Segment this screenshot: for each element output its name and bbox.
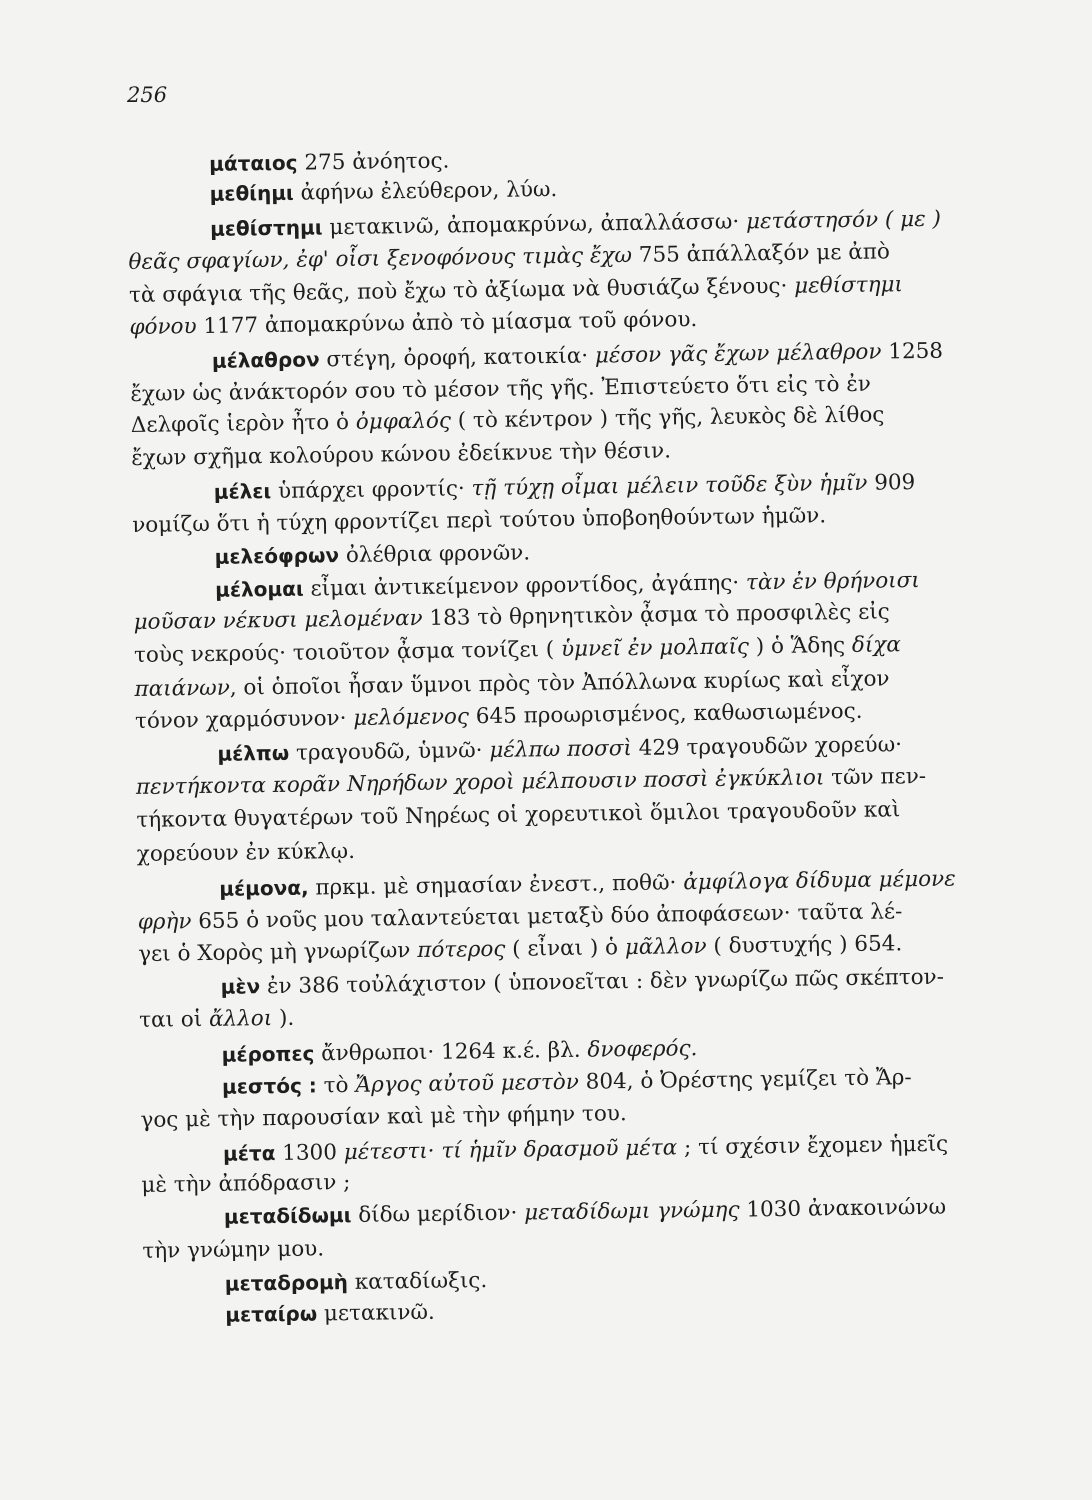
definition-text: μετακινῶ. — [316, 1299, 435, 1327]
headword: μεθίστημι — [209, 215, 323, 241]
quotation-text: μέσον γᾶς ἔχων μέλαθρον — [594, 339, 882, 369]
definition-text: δίδω μερίδιον· — [351, 1200, 525, 1228]
definition-text: γει ὁ Χορὸς μὴ γνωρίζων — [138, 938, 418, 967]
definition-text: 1300 — [275, 1140, 344, 1167]
glossary-line — [139, 1004, 295, 1036]
quotation-text: παιάνων — [134, 675, 230, 702]
definition-text: τὰ σφάγια τῆς θεᾶς, ποὺ ἔχω τὸ ἀξίωμα νὰ θυσιάζω ξένους· — [128, 273, 795, 308]
quotation-text: ἄλλοι — [208, 1006, 273, 1032]
quotation-text: τὰν ἐν θρήνοισι — [745, 567, 920, 596]
glossary-line — [140, 1099, 627, 1136]
headword: μέλπω — [217, 740, 290, 766]
headword: μέλομαι — [214, 576, 304, 602]
headword: μεθίημι — [209, 180, 294, 206]
headword: μεταίρω — [225, 1301, 318, 1327]
headword: μέλει — [213, 479, 272, 504]
glossary-line — [225, 1297, 435, 1331]
definition-text: ἐν 386 τοὐλάχιστον ( ὑπονοεῖται : δὲν γνωρίζω πῶς σκέπτον- — [260, 964, 945, 1000]
definition-text: νομίζω ὅτι ἡ τύχη φροντίζει περὶ τούτου ὑποβοηθούντων ἡμῶν. — [132, 503, 827, 538]
quotation-text: μελόμενος — [353, 704, 470, 731]
quotation-text: πεντήκοντα κορᾶν Νηρήδων χοροὶ μέλπουσιν ποσσὶ ἐγκύκλιοι — [135, 765, 825, 800]
headword: μεστός : — [221, 1073, 317, 1099]
definition-text: καταδίωξις. — [347, 1268, 488, 1296]
definition-text: τὸ — [316, 1072, 356, 1099]
definition-text: ἔχων σχῆμα κολούρου κώνου ἐδείκνυε τὴν θέσιν. — [131, 438, 672, 471]
definition-text: 755 ἀπάλλαξόν με ἀπὸ — [631, 239, 891, 268]
definition-text: 804, ὁ Ὀρέστης γεμίζει τὸ Ἄρ- — [578, 1065, 912, 1095]
quotation-text: φρὴν — [137, 909, 192, 935]
definition-text: 909 — [867, 470, 916, 496]
definition-text: στέγη, ὀροφή, κατοικία· — [319, 343, 596, 373]
definition-text: ). — [272, 1005, 295, 1032]
glossary-line — [137, 837, 356, 870]
definition-text: τόνον χαρμόσυνον· — [134, 705, 354, 734]
definition-text: τήκοντα θυγατέρων τοῦ Νηρέως οἱ χορευτικοὶ ὅμιλοι τραγουδοῦν καὶ — [136, 797, 901, 833]
quotation-text: δίχα — [851, 632, 902, 658]
definition-text: ( τὸ κέντρον ) τῆς γῆς, λευκὸς δὲ λίθος — [450, 402, 885, 434]
quotation-text: φόνου — [129, 314, 197, 340]
definition-text: τοὺς νεκρούς· τοιοῦτον ᾆσμα τονίζει ( — [133, 636, 562, 668]
definition-text: 1030 ἀνακοινώνω — [739, 1194, 947, 1223]
definition-text: τραγουδῶ, ὑμνῶ· — [288, 738, 490, 766]
quotation-text: τῇ τύχῃ οἶμαι μέλειν τοῦδε ξὺν ἡμῖν — [471, 470, 868, 502]
definition-text: 645 προωρισμένος, καθωσιωμένος. — [468, 698, 863, 730]
glossary-line — [209, 146, 450, 180]
definition-text: ὀλέθρια φρονῶν. — [338, 540, 531, 569]
definition-text: 1177 ἀπομακρύνω ἀπὸ τὸ μίασμα τοῦ φόνου. — [196, 307, 698, 340]
definition-text: τῶν πεν- — [824, 763, 927, 791]
definition-text: εἶμαι ἀντικείμενον φροντίδος, ἀγάπης· — [303, 570, 747, 602]
glossary-line — [214, 537, 530, 572]
definition-text: ; τί σχέσιν ἔχομεν ἡμεῖς — [677, 1131, 949, 1161]
definition-text: μὲ τὴν ἀπόδρασιν ; — [141, 1169, 351, 1198]
definition-text: 429 τραγουδῶν χορεύω· — [631, 732, 903, 762]
definition-text: ) ὁ Ἅδης — [748, 632, 853, 660]
glossary-line — [141, 1168, 350, 1201]
glossary-line — [220, 962, 944, 1003]
quotation-text: πότερος — [417, 936, 506, 964]
glossary-body — [127, 138, 1012, 1327]
headword: μεταδίδωμι — [223, 1202, 352, 1229]
definition-text: ( δυστυχής ) 654. — [706, 931, 903, 959]
definition-text: πρκμ. μὲ σημασίαν ἐνεστ., ποθῶ· — [308, 870, 684, 901]
definition-text: ὑπάρχει φροντίς· — [271, 476, 472, 505]
headword: μέτα — [222, 1141, 276, 1166]
quotation-text: μεταδίδωμι γνώμης — [524, 1197, 740, 1226]
definition-text: χορεύουν ἐν κύκλῳ. — [136, 838, 356, 867]
headword: μάταιος — [209, 150, 298, 176]
quotation-text: ὑμνεῖ ἐν μολπαῖς — [560, 634, 750, 662]
definition-text: ται οἱ — [138, 1006, 210, 1033]
headword: μέροπες — [221, 1041, 315, 1067]
headword: μελεόφρων — [214, 543, 340, 569]
definition-text: γος μὲ τὴν παρουσίαν καὶ μὲ τὴν φήμην του. — [140, 1101, 627, 1133]
headword: μέλαθρον — [211, 347, 320, 373]
glossary-line — [225, 1265, 488, 1300]
definition-text: Δελφοῖς ἱερὸν ἦτο ὁ — [130, 409, 356, 438]
definition-text: μετακινῶ, ἀπομακρύνω, ἀπαλλάσσω· — [322, 209, 747, 241]
quotation-text: μεθίστημι — [793, 272, 904, 299]
quotation-text: μᾶλλον — [624, 933, 707, 961]
glossary-line — [209, 174, 557, 210]
definition-text: , οἱ ὁποῖοι ἦσαν ὕμνοι πρὸς τὸν Ἀπόλλωνα κυρίως καὶ εἶχον — [229, 666, 890, 701]
headword: μέμονα, — [219, 875, 309, 901]
glossary-line — [142, 1234, 324, 1267]
definition-text: ἄνθρωποι· 1264 κ.έ. βλ. — [314, 1037, 588, 1067]
glossary-line — [131, 436, 671, 474]
headword: μεταδρομὴ — [224, 1270, 349, 1296]
quotation-text: ἀμφίλογα δίδυμα μέμονε — [683, 866, 956, 896]
quotation-text: μέλπω ποσσὶ — [489, 736, 633, 763]
glossary-line — [223, 1129, 949, 1170]
definition-text: ( εἶναι ) ὁ — [505, 935, 626, 962]
quotation-text: μέτεστι· τί ἡμῖν δρασμοῦ μέτα — [343, 1135, 678, 1166]
definition-text: ἔχων ὡς ἀνάκτορόν σου τὸ μέσον τῆς γῆς. Ἐπιστεύετο ὅτι εἰς τὸ ἐν — [130, 371, 872, 407]
quotation-text: θεᾶς σφαγίων, ἐφ' οἷσι ξενοφόνους τιμὰς ἔχω — [128, 242, 633, 275]
quotation-text: Ἄργος αὐτοῦ μεστὸν — [355, 1069, 580, 1098]
definition-text: 183 τὸ θρηνητικὸν ᾆσμα τὸ προσφιλὲς εἰς — [422, 599, 890, 631]
definition-text: 275 ἀνόητος. — [297, 148, 450, 176]
definition-text: 1258 — [881, 338, 944, 365]
headword: μὲν — [220, 974, 261, 999]
quotation-text: ὀμφαλός — [355, 408, 452, 435]
glossary-line — [129, 305, 697, 343]
quotation-text: μοῦσαν νέκυσι μελομέναν — [133, 605, 423, 635]
definition-text: ἀφήνω ἐλεύθερον, λύω. — [293, 176, 558, 206]
quotation-text: μετάστησόν ( με ) — [745, 206, 942, 235]
definition-text: τὴν γνώμην μου. — [142, 1236, 325, 1264]
glossary-line — [136, 795, 900, 836]
definition-text: 655 ὁ νοῦς μου ταλαντεύεται μεταξὺ δύο ἀποφάσεων· ταῦτα λέ- — [191, 899, 903, 935]
quotation-text: δνοφερός. — [587, 1036, 698, 1063]
page-number: 256 — [127, 83, 168, 107]
